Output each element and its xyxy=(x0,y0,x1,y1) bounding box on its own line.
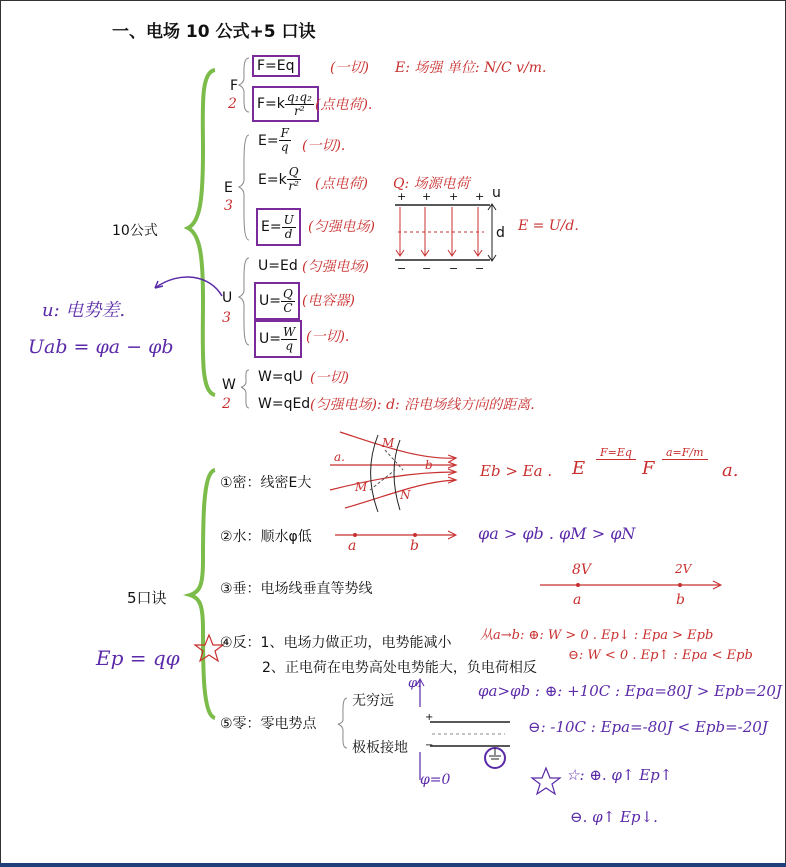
formula-e-fq xyxy=(258,127,291,154)
formula-e-fq-num: F xyxy=(280,126,289,140)
brace-W xyxy=(241,370,249,408)
source-charge-note: Q: 场源电荷 xyxy=(393,176,470,192)
formula-f-eq-note: (一切) xyxy=(330,60,369,76)
rhymes-brace xyxy=(190,470,215,718)
rhyme2-compare: φa > φb . φM > φN xyxy=(478,524,636,543)
formula-coulomb-den: r² xyxy=(294,103,305,118)
rhyme1-a: a. xyxy=(334,450,345,464)
formula-e-fq-den: q xyxy=(280,140,289,154)
plate-plus-3: + xyxy=(449,190,459,203)
formula-e-point-prefix: E=k xyxy=(258,171,287,188)
plate-d-label: d xyxy=(496,225,505,241)
rhymes-group-label: 5口诀 xyxy=(127,589,167,607)
formulas-brace xyxy=(188,70,215,395)
rhyme-4-line1: ④反：1、电场力做正功，电势能减小 xyxy=(220,635,452,651)
formula-u-wq-prefix: U= xyxy=(259,331,281,347)
rhyme5-phi1: φ₁ xyxy=(408,676,423,691)
rhyme-3: ③垂：电场线垂直等势线 xyxy=(220,581,373,597)
rhyme3-b: b xyxy=(676,592,685,608)
formula-u-wq-note: (一切). xyxy=(306,329,350,345)
uab-formula-note: Uab = φa − φb xyxy=(28,336,174,358)
star-icon xyxy=(195,635,223,661)
plate-minus-3: − xyxy=(449,262,459,275)
formula-coulomb-num: q₁q₂ xyxy=(286,89,312,104)
rhyme4-note1: 从a→b: ⊕: W > 0 . Ep↓ : Epa > Epb xyxy=(480,628,714,643)
rhyme1-N: N xyxy=(400,488,411,502)
plate-minus-2: − xyxy=(422,262,432,275)
formula-coulomb-note: (点电荷). xyxy=(315,97,373,113)
plate-plus-1: + xyxy=(397,190,407,203)
formula-u-ed: U=Ed xyxy=(258,258,298,274)
formula-e-uniform xyxy=(256,208,301,246)
e-count: 3 xyxy=(224,198,233,214)
rhyme5-grounded-plate: 极板接地 xyxy=(352,740,408,756)
rhyme5-note1: φa>φb : ⊕: +10C : Epa=80J > Epb=20J xyxy=(478,682,782,700)
rhyme1-E: E xyxy=(572,458,586,479)
formula-e-uniform-num: U xyxy=(283,212,294,227)
capacitor-plus: + xyxy=(425,712,434,723)
formulas-group-label: 10公式 xyxy=(112,223,158,239)
rhyme2-a: a xyxy=(348,538,357,554)
rhyme1-arrow-afm: a=F/m xyxy=(662,446,708,460)
formula-e-uniform-prefix: E= xyxy=(261,219,282,235)
plate-minus-1: − xyxy=(397,262,407,275)
rhyme1-M-upper: M xyxy=(382,436,395,450)
e-label: E xyxy=(224,180,233,196)
formula-e-uniform-den: d xyxy=(284,226,293,241)
rhyme1-a-result: a. xyxy=(722,460,739,481)
formula-u-capacitor-note: (电容器) xyxy=(302,293,355,309)
formula-f-eq: F=Eq xyxy=(252,55,300,77)
w-label: W xyxy=(222,377,236,393)
rhyme5-phi0: φ=0 xyxy=(420,772,451,788)
formula-u-wq-den: q xyxy=(285,338,293,353)
rhyme3-a: a xyxy=(573,592,582,608)
star-icon-2 xyxy=(532,768,560,794)
rhyme1-arrow-feq: F=Eq xyxy=(596,446,636,460)
plate-minus-4: − xyxy=(475,262,485,275)
rhyme3-2v: 2V xyxy=(675,562,692,576)
formula-u-capacitor xyxy=(254,282,300,320)
rhyme-1: ①密：线密E大 xyxy=(220,475,312,491)
u-count: 3 xyxy=(222,310,231,326)
u-label: U xyxy=(222,290,233,306)
rhyme5-infinity: 无穷远 xyxy=(352,693,394,709)
ep-formula-note: Ep = qφ xyxy=(96,646,180,670)
formula-w-qu-note: (一切) xyxy=(310,370,349,386)
rhyme4-note2: ⊖: W < 0 . Ep↑ : Epa < Epb xyxy=(568,648,753,663)
formula-e-point xyxy=(258,166,301,193)
formula-u-wq xyxy=(254,320,302,358)
rhyme1-F: F xyxy=(642,458,655,479)
formula-u-ed-note: (匀强电场) xyxy=(302,259,369,275)
formula-coulomb-prefix: F=k xyxy=(257,96,285,112)
formula-u-capacitor-prefix: U= xyxy=(259,293,281,309)
plate-plus-4: + xyxy=(475,190,485,203)
rhyme5-brace xyxy=(338,698,347,748)
formula-e-point-note: (点电荷) xyxy=(315,176,368,192)
f-label: F xyxy=(230,78,239,94)
rhyme1-M-lower: M xyxy=(355,480,368,494)
formula-u-wq-num: W xyxy=(282,324,296,339)
u-note-arrow xyxy=(155,277,222,296)
formula-w-qed-note: (匀强电场): d: 沿电场线方向的距离. xyxy=(310,397,535,413)
formula-e-point-den: r² xyxy=(288,179,299,193)
rhyme5-note4: ⊖. φ↑ Ep↓. xyxy=(570,808,658,826)
page-title: 一、电场 10 公式+5 口诀 xyxy=(112,22,316,42)
brace-U xyxy=(239,258,249,345)
rhyme5-note2: ⊖: -10C : Epa=-80J < Epb=-20J xyxy=(528,718,768,736)
formula-w-qed: W=qEd xyxy=(258,396,311,412)
brace-E xyxy=(239,135,249,240)
capacitor-minus: − xyxy=(425,740,434,751)
w-count: 2 xyxy=(222,396,231,412)
rhyme5-note3: ☆: ⊕. φ↑ Ep↑ xyxy=(566,766,673,784)
f-count: 2 xyxy=(228,96,237,112)
plate-plus-2: + xyxy=(422,190,432,203)
plate-u-label: u xyxy=(492,185,501,201)
e-equals-u-over-d: E = U/d. xyxy=(518,218,579,234)
rhyme-4-line2: 2、正电荷在电势高处电势能大，负电荷相反 xyxy=(262,660,537,676)
formula-e-uniform-note: (匀强电场) xyxy=(308,219,375,235)
field-strength-note: E: 场强 单位: N/C v/m. xyxy=(395,60,547,76)
bottom-bar xyxy=(0,863,786,867)
formula-e-point-num: Q xyxy=(288,165,299,179)
formula-u-capacitor-num: Q xyxy=(282,286,293,301)
formula-w-qu: W=qU xyxy=(258,369,303,385)
formula-e-fq-note: (一切). xyxy=(302,138,346,154)
rhyme2-b: b xyxy=(410,538,419,554)
rhyme1-b: b xyxy=(425,458,433,472)
formula-u-capacitor-den: C xyxy=(283,300,293,315)
rhyme-5: ⑤零：零电势点 xyxy=(220,716,317,732)
formula-e-fq-prefix: E= xyxy=(258,132,279,149)
brace-F xyxy=(239,58,249,112)
rhyme-2: ②水：顺水φ低 xyxy=(220,529,312,545)
rhyme1-compare: Eb > Ea . xyxy=(480,462,553,480)
formula-coulomb xyxy=(252,86,319,122)
rhyme3-8v: 8V xyxy=(572,562,592,578)
potential-difference-note: u: 电势差. xyxy=(42,300,126,321)
parallel-plates-diagram xyxy=(395,204,496,261)
